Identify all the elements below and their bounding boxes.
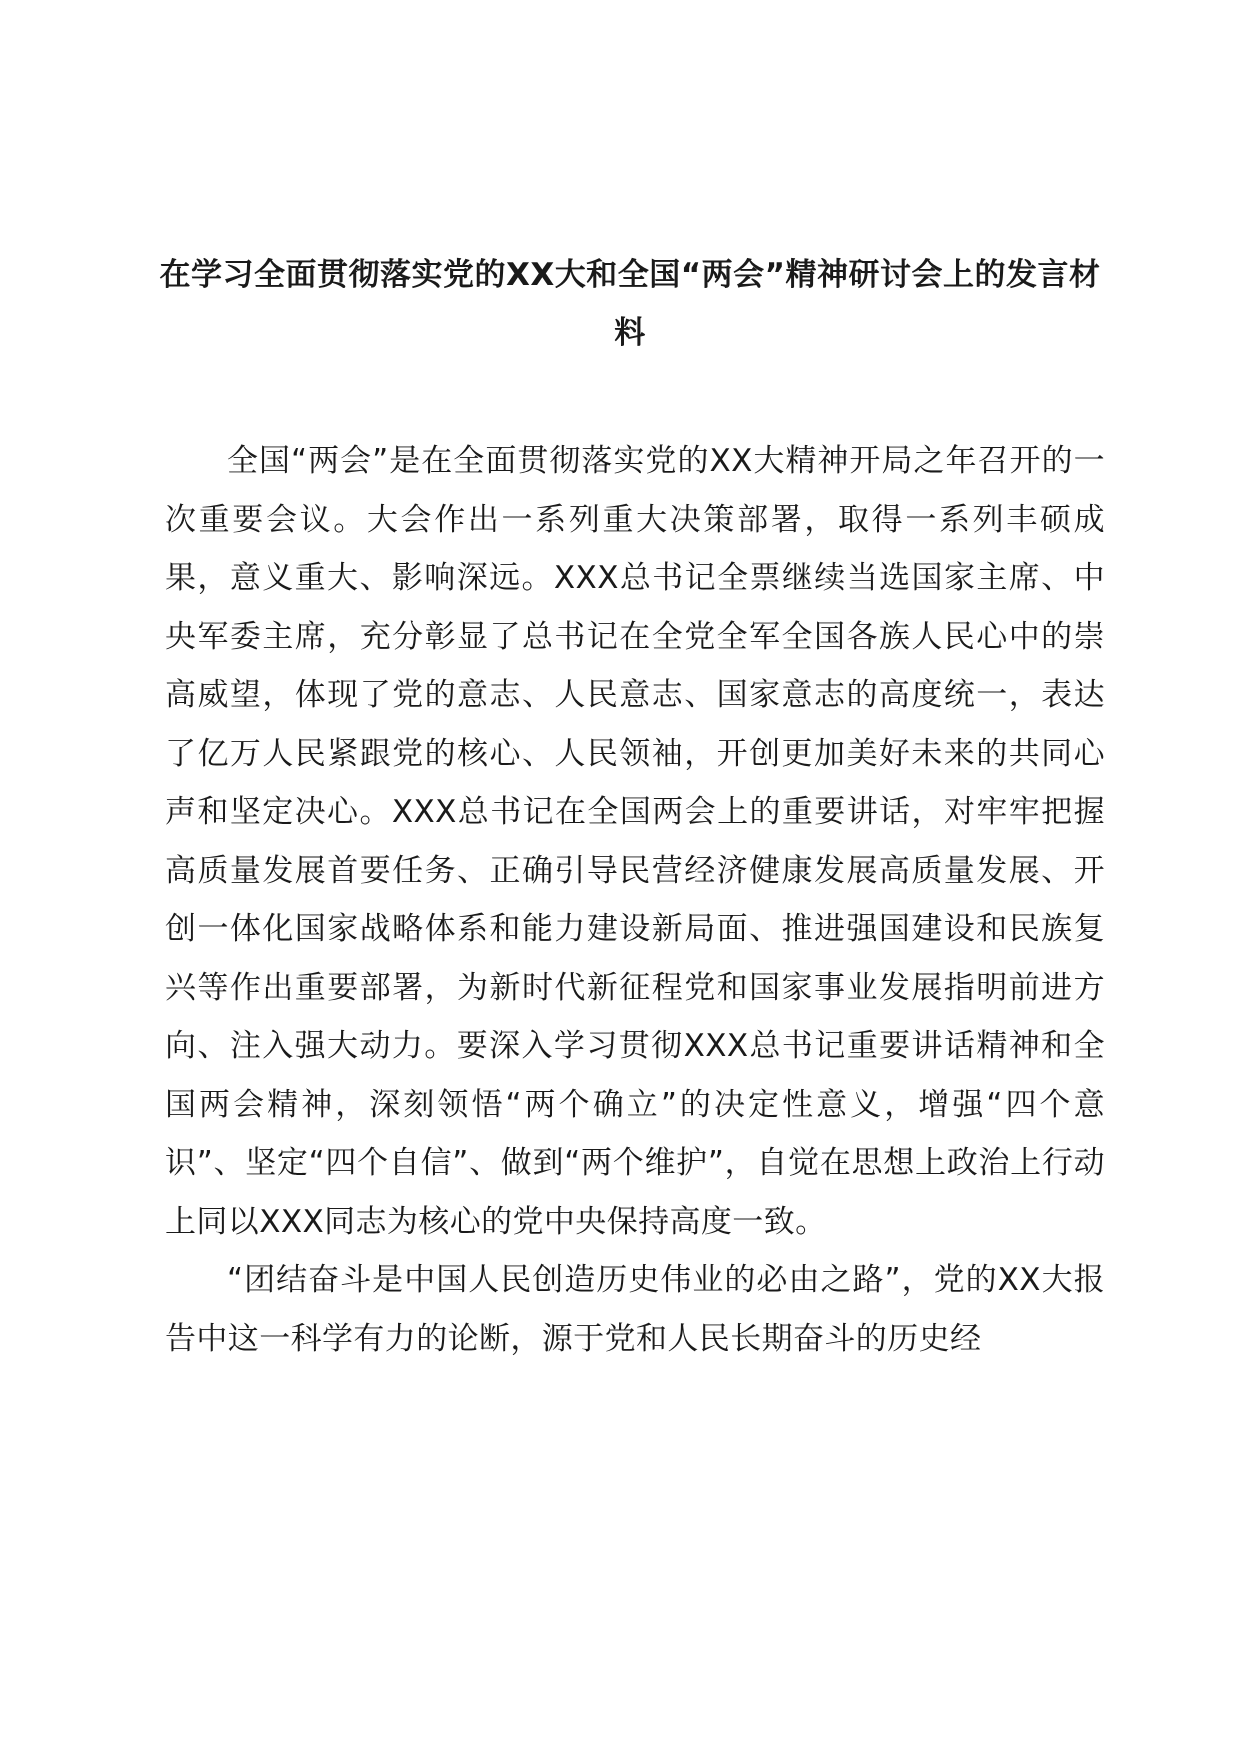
document-body [165,432,1105,1368]
paragraph: 全国“两会”是在全面贯彻落实党的XX大精神开局之年召开的一次重要会议。大会作出一系列重大决策部署，取得一系列丰硕成果，意义重大、影响深远。XXX总书记全票继续当选国家主席、中央军委主席，充分彰显了总书记在全党全军全国各族人民心中的崇高威望，体现了党的意志、人民意志、国家意志的高度统一，表达了亿万人民紧跟党的核心、人民领袖，开创更加美好未来的共同心声和坚定决心。XXX总书记在全国两会上的重要讲话，对牢牢把握高质量发展首要任务、正确引导民营经济健康发展高质量发展、开创一体化国家战略体系和能力建设新局面、推进强国建设和民族复兴等作出重要部署，为新时代新征程党和国家事业发展指明前进方向、注入强大动力。要深入学习贯彻XXX总书记重要讲话精神和全国两会精神，深刻领悟“两个确立”的决定性意义，增强“四个意识”、坚定“四个自信”、做到“两个维护”，自觉在思想上政治上行动上同以XXX同志为核心的党中央保持高度一致。 [165,443,1105,1240]
document-title: 在学习全面贯彻落实党的XX大和全国“两会”精神研讨会上的发言材料 [159,257,1101,351]
paragraph: “团结奋斗是中国人民创造历史伟业的必由之路”，党的XX大报告中这一科学有力的论断，源于党和人民长期奋斗的历史经 [165,1262,1105,1357]
